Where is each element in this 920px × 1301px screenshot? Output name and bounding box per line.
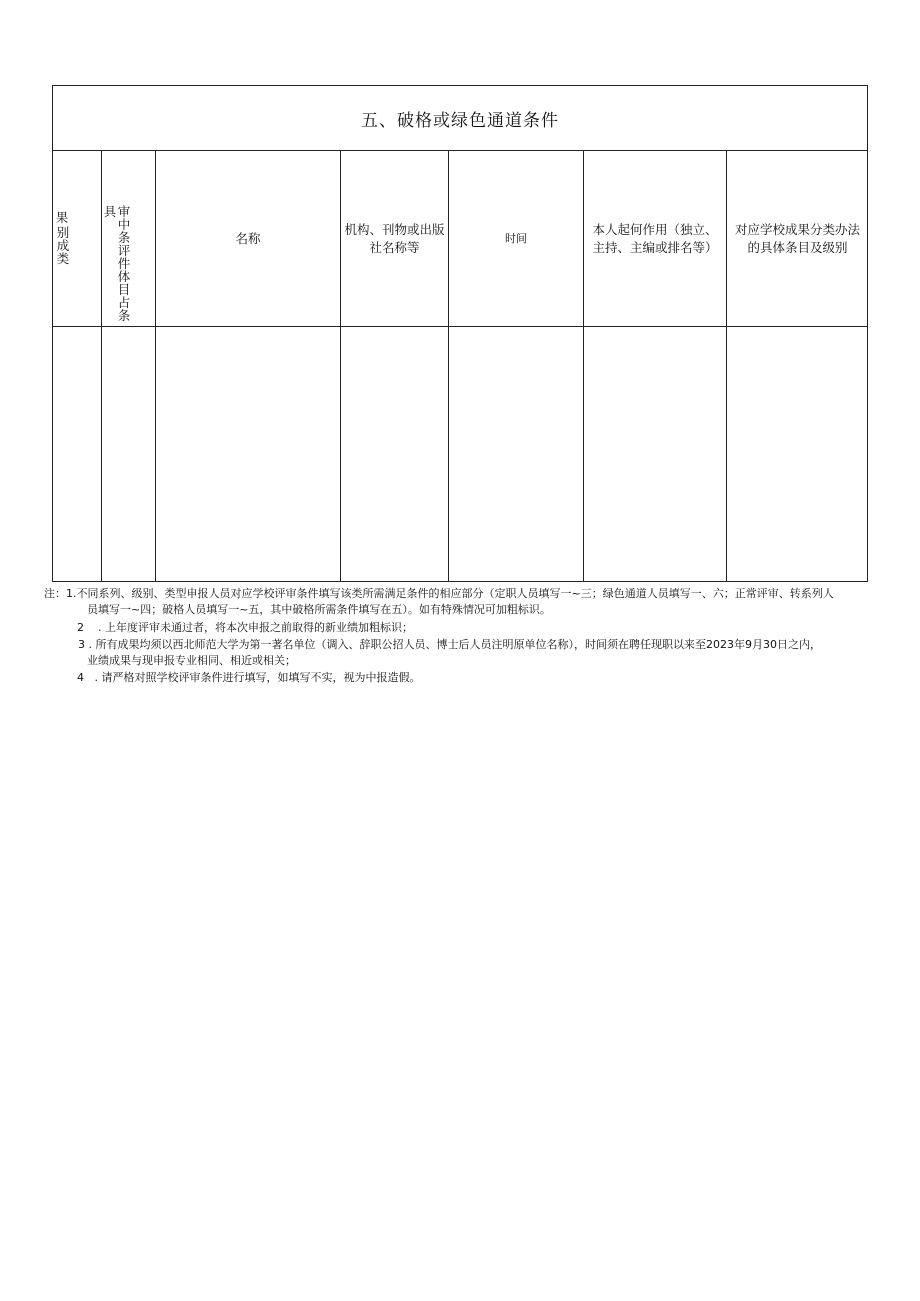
- note-3-line1: [78, 636, 821, 653]
- header-category-a: 果: [55, 210, 69, 225]
- data-cell-clause[interactable]: [102, 327, 155, 582]
- header-clause-b-text: 审中条评件体目占条: [117, 204, 131, 323]
- section-title: 五、破格或绿色通道条件: [53, 86, 867, 151]
- data-cell-mapping[interactable]: [727, 327, 868, 582]
- data-cell-category[interactable]: [53, 327, 101, 582]
- note-2: [77, 619, 413, 636]
- note-3-line2: [87, 652, 296, 669]
- note-text: 业绩成果与现申报专业相同、相近或相关；: [87, 654, 296, 667]
- note-1-line1: [44, 585, 834, 602]
- header-mapping-line1: 对应学校成果分类办法: [734, 221, 860, 237]
- note-label: 2: [77, 621, 84, 634]
- note-label: 4: [77, 671, 84, 684]
- header-institution-line1: 机构、刊物或出版: [344, 221, 445, 237]
- header-category-b: [55, 226, 71, 265]
- note-1-line2: [87, 601, 551, 618]
- note-label: 注：1.: [44, 587, 77, 600]
- header-clause-b: [117, 205, 131, 322]
- note-label: 3: [78, 638, 85, 651]
- data-cell-name[interactable]: [156, 327, 340, 582]
- header-mapping: [727, 151, 868, 326]
- header-institution: [341, 151, 448, 326]
- header-clause-a: 具: [103, 204, 117, 219]
- header-institution-line2: 社名称等: [369, 239, 420, 255]
- header-role: [584, 151, 726, 326]
- header-role-line2: 主持、主编或排名等）: [592, 239, 718, 255]
- note-text: 不同系列、级别、类型申报人员对应学校评审条件填写该类所需满足条件的相应部分（定职人员填写一~三；绿色通道人员填写一、六；正常评审、转系列人: [76, 587, 834, 600]
- note-4: [77, 669, 421, 686]
- data-cell-time[interactable]: [449, 327, 583, 582]
- data-cell-institution[interactable]: [341, 327, 448, 582]
- note-text: . 上年度评审未通过者，将本次申报之前取得的新业绩加粗标识；: [98, 621, 413, 634]
- header-name: 名称: [235, 230, 261, 246]
- header-role-line1: 本人起何作用（独立、: [592, 221, 718, 237]
- note-text: . 所有成果均须以西北师范大学为第一著名单位（调入、辞职公招人员、博士后人员注明原单位名称），时间须在聘任现职以来至2023年9月30日之内，: [88, 638, 821, 651]
- note-text: . 请严格对照学校评审条件进行填写，如填写不实，视为中报造假。: [94, 671, 421, 684]
- header-mapping-line2: 的具体条目及级别: [747, 239, 848, 255]
- data-cell-role[interactable]: [584, 327, 726, 582]
- form-table: [52, 85, 868, 582]
- header-time: 时间: [505, 231, 527, 245]
- header-category-b-text: 别成类: [56, 225, 70, 266]
- note-text: 员填写一~四；破格人员填写一~五，其中破格所需条件填写在五）。如有特殊情况可加粗标识。: [87, 603, 551, 616]
